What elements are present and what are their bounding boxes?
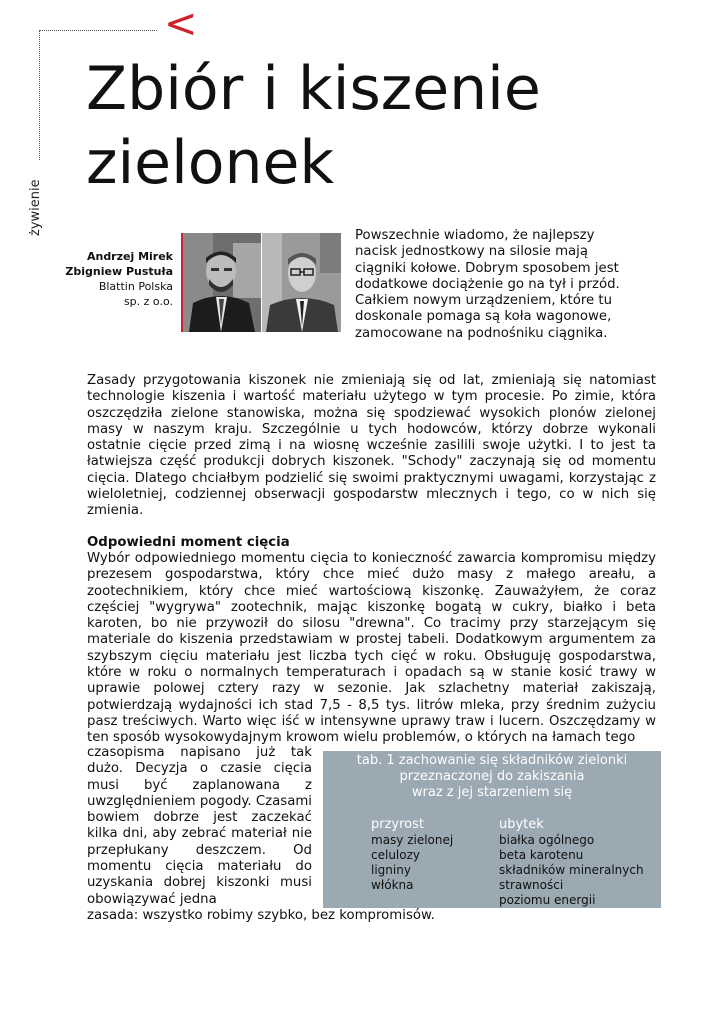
author-company-2: sp. z o.o. [123, 295, 173, 308]
dotted-rule-horizontal [39, 30, 157, 31]
body-paragraph-1: Zasady przygotowania kiszonek nie zmieniają się od lat, zmieniają się natomiast technologie kiszenia i wartość materiału użytego w tym procesie. Po zimie, która oszczędziła zielone stanowiska, można się spodziewać wysokich plonów zielonej masy w naszym kraju. Szczególnie u tych hodowców, którzy dobrze wykonali ostatnie cięcie przed zimą i na wiosnę wcześnie zasilili swoje użytki. I to jest ta łatwiejsza część produkcji dobrych kiszonek. "Schody" zaczynają się od momentu cięcia. Dlatego chciałbym podzielić się swoimi praktycznymi uwagami, korzystając z wieloletniej, codziennej obserwacji gospodarstw mlecznych i tego, co w nich się zmienia. [87, 373, 656, 519]
author-photo-2 [262, 233, 341, 332]
table-caption-line-2: przeznaczonej do zakiszania [399, 769, 585, 784]
table-cell: włókna [371, 878, 414, 892]
author-name-2: Zbigniew Pustuła [65, 265, 173, 278]
table-header-increase: przyrost [371, 817, 424, 832]
table-cell: białka ogólnego [499, 833, 595, 847]
table-cell: celulozy [371, 848, 420, 862]
author-company-1: Blattin Polska [98, 280, 173, 293]
author-byline [60, 249, 173, 309]
section-heading: Odpowiedni moment cięcia [87, 535, 290, 550]
author-photo-1 [181, 233, 261, 332]
body-paragraph-2: Wybór odpowiedniego momentu cięcia to konieczność zawarcia kompromisu między prezesem gospodarstwa, który chce mieć dużo masy z małego areału, a zootechnikiem, który chce mieć wartościową kiszonkę. Zauważyłem, że coraz częściej "wygrywa" zootechnik, mając kiszonkę bogatą w cukry, białko i beta karoten, bo nie przywoził do silosu "drewna". Co tracimy przy starzejącym się materiale do kiszenia przedstawiam w prostej tabeli. Dodatkowym argumentem za szybszym cięciu materiału jest liczba tych cięć w roku. Obsługuję gospodarstwa, które w roku o normalnych temperaturach i opadach są w stanie kosić trawy w uprawie polowej cztery razy w sezonie. Jak szlachetny materiał zakiszają, potwierdzają wydajności ich stad 7,5 - 8,5 tys. litrów mleka, przy średnim zużyciu pasz treściwych. Warto więc iść w intensywne uprawy traw i lucern. Oszczędzamy w ten sposób wysokowydajnym krowom wielu problemów, o których na łamach tego [87, 551, 656, 746]
lead-paragraph: Powszechnie wiadomo, że najlepszy nacisk jednostkowy na silosie mają ciągniki kołowe. Dobrym sposobem jest dodatkowe dociążenie go na tył i przód. Całkiem nowym urządzeniem, które tu doskonale pomaga są koła wagonowe, zamocowane na podnośniku ciągnika. [355, 228, 620, 341]
dotted-rule-vertical [39, 30, 40, 160]
title-line-2: zielonek [86, 128, 335, 198]
body-paragraph-2-tail: zasada: wszystko robimy szybko, bez kompromisów. [87, 908, 435, 923]
table-cell: poziomu energii [499, 893, 596, 907]
nutrient-table [323, 751, 661, 908]
table-column-increase [371, 817, 453, 893]
table-caption-line-3: wraz z jej starzeniem się [411, 785, 573, 800]
table-cell: strawności [499, 878, 564, 892]
section-label: żywienie [28, 179, 43, 236]
table-header-decrease: ubytek [499, 817, 544, 832]
table-cell: beta karotenu [499, 848, 584, 862]
body-paragraph-2-wrap: czasopisma napisano już tak dużo. Decyzja o czasie cięcia musi być zaplanowana z uwzględnieniem pogody. Czasami bowiem dobrze jest zaczekać kilka dni, aby zebrać materiał nie przepłukany deszczem. Od momentu cięcia materiału do uzyskania dobrej kiszonki musi obowiązywać jedna [87, 745, 312, 907]
table-cell: ligniny [371, 863, 411, 877]
title-line-1: Zbiór i kiszenie [86, 54, 541, 124]
table-caption [323, 753, 661, 801]
author-name-1: Andrzej Mirek [86, 250, 173, 263]
chevron-left-icon: < [164, 1, 198, 47]
table-caption-line-1: tab. 1 zachowanie się składników zielonki [356, 753, 628, 768]
table-column-decrease [499, 817, 644, 908]
article-title [86, 52, 686, 200]
table-cell: masy zielonej [371, 833, 454, 847]
table-cell: składników mineralnych [499, 863, 644, 877]
